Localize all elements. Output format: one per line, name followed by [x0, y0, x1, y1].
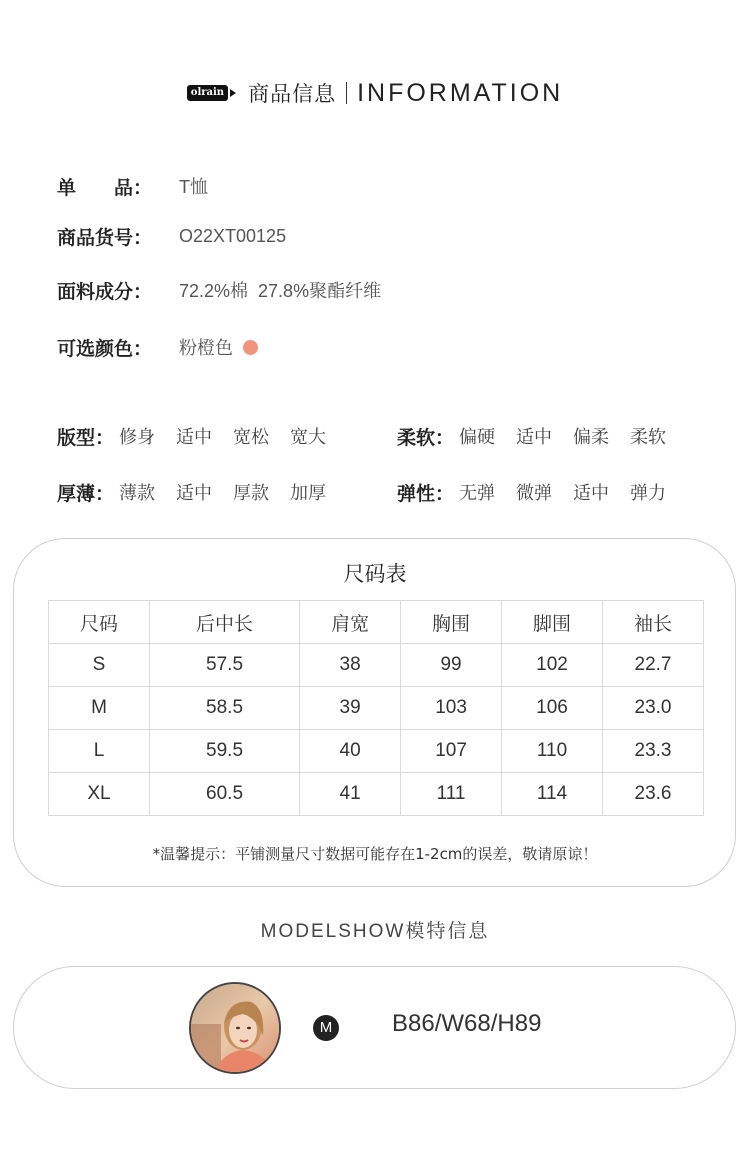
table-row	[49, 730, 704, 773]
attr-option: 修身	[119, 427, 156, 448]
attr-option: 偏柔	[573, 427, 610, 448]
attr-option: 加厚	[290, 483, 327, 504]
attr-option: 适中	[175, 423, 213, 449]
table-cell: 41	[300, 773, 401, 816]
table-header-cell: 胸围	[401, 601, 502, 644]
model-size-badge: M	[313, 1015, 339, 1041]
attr-option: 宽松	[233, 427, 270, 448]
info-label: 商品货号：	[57, 226, 153, 249]
info-value: 粉橙色	[179, 338, 233, 358]
size-table	[48, 600, 704, 816]
info-value: O22XT00125	[179, 225, 287, 246]
attr-option: 适中	[175, 479, 213, 505]
info-row-product	[57, 172, 208, 200]
table-cell: 23.6	[603, 773, 704, 816]
attr-fit	[57, 421, 346, 451]
table-cell: 40	[300, 730, 401, 773]
header-divider	[346, 82, 347, 104]
table-cell: L	[49, 730, 150, 773]
table-cell: 102	[502, 644, 603, 687]
table-header-cell: 后中长	[149, 601, 299, 644]
table-cell: 22.7	[603, 644, 704, 687]
table-cell: 58.5	[149, 687, 299, 730]
brand-logo	[187, 84, 236, 102]
table-cell: M	[49, 687, 150, 730]
table-header-cell: 尺码	[49, 601, 150, 644]
table-cell: 39	[300, 687, 401, 730]
model-photo-image	[191, 984, 281, 1074]
info-label: 可选颜色：	[57, 337, 153, 360]
table-cell: 107	[401, 730, 502, 773]
table-cell: 99	[401, 644, 502, 687]
table-cell: 60.5	[149, 773, 299, 816]
table-cell: 110	[502, 730, 603, 773]
table-cell: 23.3	[603, 730, 704, 773]
attr-softness	[397, 421, 686, 451]
info-label: 面料成分：	[57, 280, 153, 303]
header-title-cn: 商品信息	[248, 82, 337, 106]
model-panel	[13, 966, 736, 1089]
table-header-row	[49, 601, 704, 644]
table-row	[49, 687, 704, 730]
info-row-fabric	[57, 276, 381, 304]
table-cell: 103	[401, 687, 502, 730]
table-cell: S	[49, 644, 150, 687]
table-cell: 38	[300, 644, 401, 687]
model-heading: MODELSHOW模特信息	[260, 921, 490, 942]
attr-option: 弹力	[630, 483, 667, 504]
attr-option: 偏硬	[459, 427, 496, 448]
attr-option: 适中	[515, 423, 553, 449]
table-cell: 114	[502, 773, 603, 816]
table-cell: 23.0	[603, 687, 704, 730]
attr-thickness	[57, 477, 346, 507]
attr-label: 版型：	[57, 426, 115, 449]
info-header	[0, 78, 750, 108]
attr-label: 柔软：	[397, 426, 455, 449]
play-triangle-icon	[230, 89, 236, 97]
table-row	[49, 773, 704, 816]
size-chart-title: 尺码表	[343, 562, 407, 586]
info-value: 72.2%棉 27.8%聚酯纤维	[179, 281, 382, 301]
table-header-cell: 肩宽	[300, 601, 401, 644]
table-cell: 57.5	[149, 644, 299, 687]
info-row-color	[57, 333, 258, 361]
attr-option: 厚款	[233, 483, 270, 504]
header-title-en: INFORMATION	[357, 78, 564, 107]
table-row	[49, 644, 704, 687]
table-cell: 59.5	[149, 730, 299, 773]
attr-option: 薄款	[119, 483, 156, 504]
attr-elasticity	[397, 477, 686, 507]
model-measurements: B86/W68/H89	[392, 1010, 542, 1037]
table-header-cell: 脚围	[502, 601, 603, 644]
info-label: 单 品：	[57, 176, 153, 199]
attr-option: 无弹	[459, 483, 496, 504]
table-cell: XL	[49, 773, 150, 816]
brand-logo-text: olrain	[187, 85, 228, 101]
info-value: T恤	[179, 177, 208, 197]
attr-label: 厚薄：	[57, 482, 115, 505]
attr-option: 宽大	[290, 427, 327, 448]
attr-option: 适中	[572, 479, 610, 505]
info-row-sku	[57, 222, 286, 250]
attr-option: 微弹	[516, 483, 553, 504]
attr-option: 柔软	[630, 427, 667, 448]
table-cell: 111	[401, 773, 502, 816]
color-swatch[interactable]	[243, 340, 258, 355]
size-chart-note: *温馨提示：平铺测量尺寸数据可能存在1-2cm的误差，敬请原谅！	[152, 845, 598, 863]
table-header-cell: 袖长	[603, 601, 704, 644]
table-cell: 106	[502, 687, 603, 730]
model-avatar	[189, 982, 281, 1074]
attr-label: 弹性：	[397, 482, 455, 505]
